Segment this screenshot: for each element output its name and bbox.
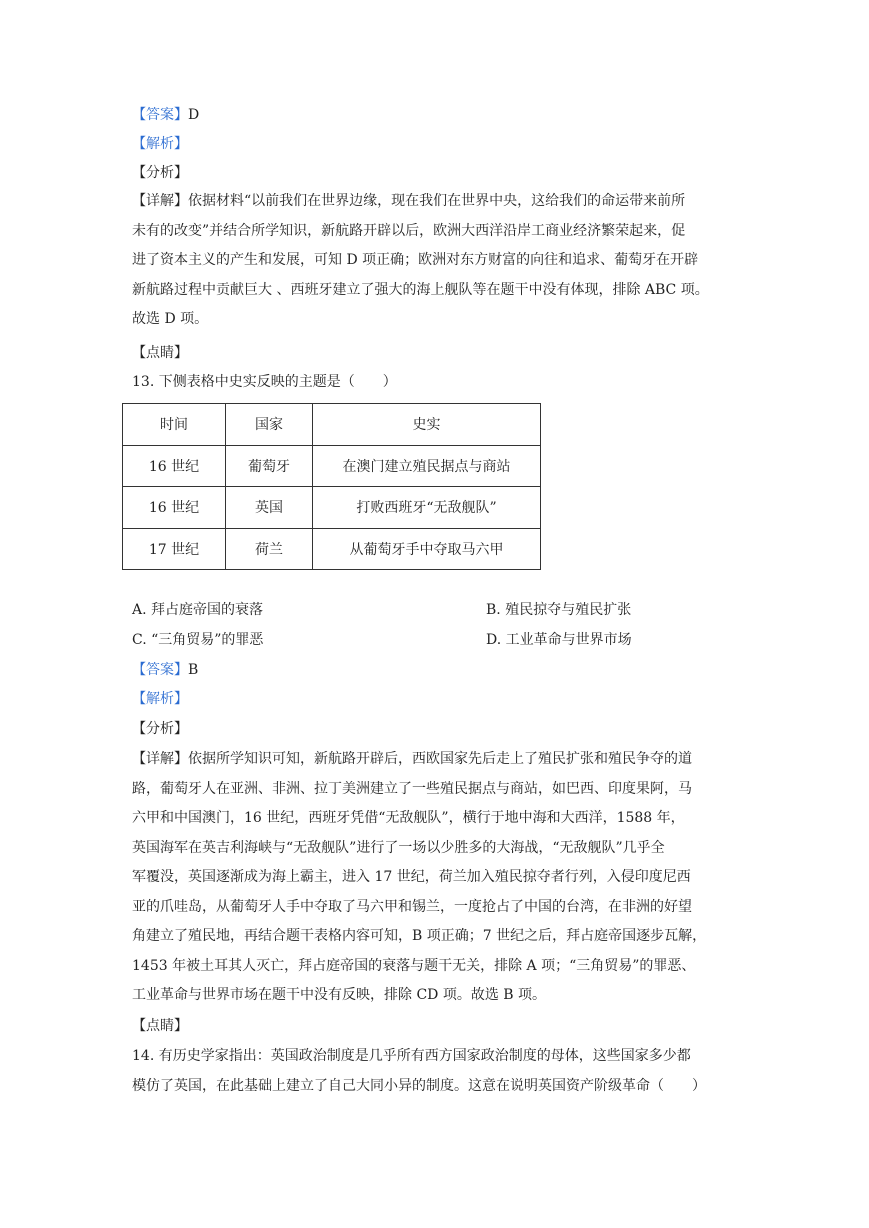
q13-stem: 13. 下侧表格中史实反映的主题是（ ） — [132, 374, 397, 390]
option-d[interactable]: D. 工业革命与世界市场 — [486, 632, 632, 648]
q13-detail — [132, 745, 742, 1011]
q14-stem — [132, 1042, 742, 1101]
cell-time: 16 世纪 — [123, 487, 226, 529]
cell-time: 17 世纪 — [123, 528, 226, 570]
table-header-row — [123, 404, 541, 446]
table-row — [123, 528, 541, 570]
q13-analysis-tag: 【解析】 — [132, 691, 188, 707]
answer-value: D — [188, 107, 200, 123]
answer-tag: 【答案】 — [132, 662, 188, 678]
option-c[interactable]: C. “三角贸易”的罪恶 — [132, 632, 264, 648]
detail-line: 六甲和中国澳门，16 世纪，西班牙凭借“无敌舰队”，横行于地中海和大西洋，1588 年， — [132, 810, 685, 826]
stem-line: 14. 有历史学家指出：英国政治制度是几乎所有西方国家政治制度的母体，这些国家多少都 — [132, 1048, 691, 1064]
cell-time: 16 世纪 — [123, 445, 226, 487]
detail-tag: 【详解】 — [132, 751, 188, 767]
detail-line: 工业革命与世界市场在题干中没有反映，排除 CD 项。故选 B 项。 — [132, 987, 547, 1003]
answer-value: B — [188, 662, 199, 678]
q13-answer — [132, 660, 198, 680]
detail-line: 未有的改变”并结合所学知识，新航路开辟以后，欧洲大西洋沿岸工商业经济繁荣起来，促 — [132, 222, 686, 239]
stem-line: 模仿了英国，在此基础上建立了自己大同小异的制度。这意在说明英国资产阶级革命（ ） — [132, 1077, 706, 1094]
table-row — [123, 487, 541, 529]
col-header-fact: 史实 — [313, 404, 541, 446]
q12-analysis-tag: 【解析】 — [132, 136, 188, 152]
detail-line: 故选 D 项。 — [132, 311, 209, 327]
detail-line: 新航路过程中贡献巨大 、西班牙建立了强大的海上舰队等在题干中没有体现，排除 ABC 项。 — [132, 281, 709, 298]
table-row — [123, 445, 541, 487]
cell-country: 荷兰 — [226, 528, 313, 570]
detail-line: 角建立了殖民地，再结合题干表格内容可知，B 项正确；7 世纪之后，拜占庭帝国逐步瓦解， — [132, 928, 707, 944]
q12-detail — [132, 187, 742, 335]
cell-fact: 在澳门建立殖民据点与商站 — [313, 445, 541, 487]
detail-line: 【详解】依据材料“以前我们在世界边缘，现在我们在世界中央，这给我们的命运带来前所 — [132, 193, 686, 209]
detail-line: 路，葡萄牙人在亚洲、非洲、拉丁美洲建立了一些殖民据点与商站，如巴西、印度果阿，马 — [132, 780, 692, 797]
detail-line: 亚的爪哇岛，从葡萄牙人手中夺取了马六甲和锡兰，一度抢占了中国的台湾，在非洲的好望 — [132, 898, 692, 915]
detail-line: 英国海军在英吉利海峡与“无敌舰队”进行了一场以少胜多的大海战，“无敌舰队”几乎全 — [132, 839, 665, 856]
cell-country: 英国 — [226, 487, 313, 529]
q12-fenxi-tag: 【分析】 — [132, 165, 188, 181]
detail-line: 【详解】依据所学知识可知，新航路开辟后，西欧国家先后走上了殖民扩张和殖民争夺的道 — [132, 751, 692, 767]
cell-country: 葡萄牙 — [226, 445, 313, 487]
q12-dianjing-tag: 【点睛】 — [132, 345, 188, 361]
detail-tag: 【详解】 — [132, 193, 188, 209]
option-b[interactable]: B. 殖民掠夺与殖民扩张 — [486, 602, 632, 618]
detail-line: 进了资本主义的产生和发展，可知 D 项正确；欧洲对东方财富的向往和追求、葡萄牙在开辟 — [132, 252, 699, 268]
detail-line: 1453 年被土耳其人灭亡，拜占庭帝国的衰落与题干无关，排除 A 项；“三角贸易”的罪恶、 — [132, 957, 696, 974]
answer-tag: 【答案】 — [132, 107, 188, 123]
option-a[interactable]: A. 拜占庭帝国的衰落 — [132, 602, 264, 618]
detail-line: 军覆没，英国逐渐成为海上霸主，进入 17 世纪，荷兰加入殖民掠夺者行列，入侵印度尼西 — [132, 869, 691, 885]
cell-fact: 从葡萄牙手中夺取马六甲 — [313, 528, 541, 570]
q13-dianjing-tag: 【点睛】 — [132, 1018, 188, 1034]
col-header-country: 国家 — [226, 404, 313, 446]
cell-fact: 打败西班牙“无敌舰队” — [313, 487, 541, 529]
q12-answer — [132, 105, 199, 125]
col-header-time: 时间 — [123, 404, 226, 446]
history-table — [122, 403, 541, 570]
q13-fenxi-tag: 【分析】 — [132, 721, 188, 737]
